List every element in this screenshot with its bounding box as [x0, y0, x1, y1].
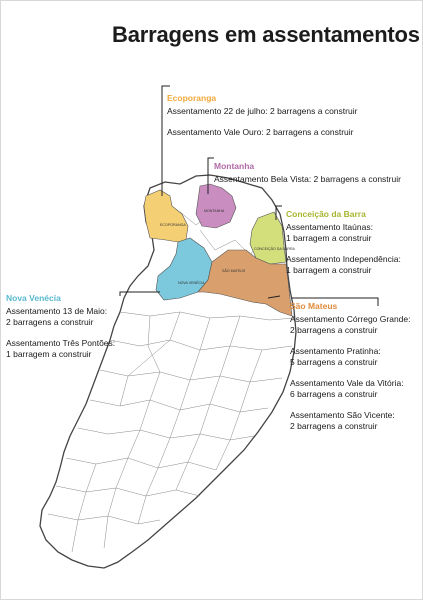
page-title: Barragens em assentamentos	[112, 22, 420, 47]
region-heading-conceicao: Conceição da Barra	[286, 209, 366, 219]
info-line: Assentamento Itaúnas:	[286, 222, 373, 232]
map-label-montanha: MONTANHA	[204, 209, 225, 213]
region-heading-montanha: Montanha	[214, 161, 255, 171]
info-line: Assentamento Vale da Vitória:	[290, 378, 404, 388]
map-label-ecoporanga: ECOPORANGA	[160, 223, 186, 227]
info-line: Assentamento 13 de Maio:	[6, 306, 108, 316]
region-heading-nova-venecia: Nova Venécia	[6, 293, 61, 303]
map-label-sao-mateus: SÃO MATEUS	[222, 269, 246, 273]
info-line: Assentamento Bela Vista: 2 barragens a construir	[214, 174, 401, 184]
info-line: Assentamento Vale Ouro: 2 barragens a construir	[167, 127, 354, 137]
info-line: Assentamento Três Pontões:	[6, 338, 116, 348]
region-heading-ecoporanga: Ecoporanga	[167, 93, 217, 103]
info-line: Assentamento Independência:	[286, 254, 401, 264]
map-label-nova-venecia: NOVA VENÉCIA	[178, 281, 205, 285]
info-line: 1 barragem a construir	[6, 349, 92, 359]
info-line: Assentamento 22 de julho: 2 barragens a construir	[167, 106, 358, 116]
info-line: 5 barragens a construir	[290, 357, 378, 367]
region-heading-sao-mateus: São Mateus	[290, 301, 338, 311]
info-line: Assentamento Córrego Grande:	[290, 314, 411, 324]
info-line: Assentamento São Vicente:	[290, 410, 395, 420]
info-line: 6 barragens a construir	[290, 389, 378, 399]
info-line: 2 barragens a construir	[290, 421, 378, 431]
map-label-conceicao: CONCEIÇÃO DA BARRA	[254, 247, 295, 251]
info-line: Assentamento Pratinha:	[290, 346, 381, 356]
info-line: 1 barragem a construir	[286, 233, 372, 243]
info-line: 1 barragem a construir	[286, 265, 372, 275]
info-line: 2 barragens a construir	[6, 317, 94, 327]
info-line: 2 barragens a construir	[290, 325, 378, 335]
